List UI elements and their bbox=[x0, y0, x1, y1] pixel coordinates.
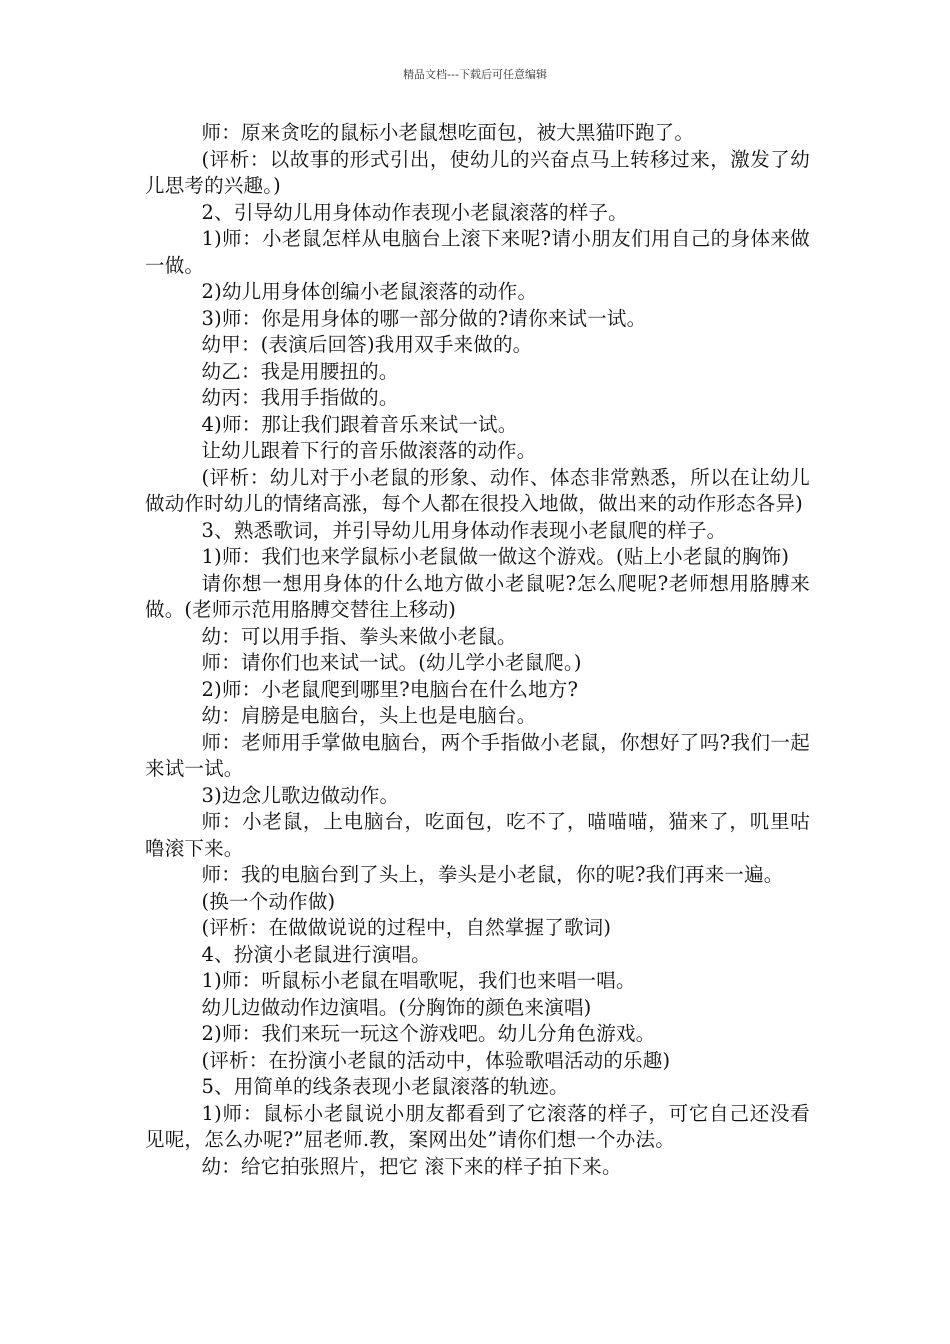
paragraph: 2)师：小老鼠爬到哪里?电脑台在什么地方? bbox=[201, 677, 579, 701]
paragraph: 请你想一想用身体的什么地方做小老鼠呢?怎么爬呢?老师想用胳膊来做。(老师示范用胳膊交替往上移动) bbox=[145, 571, 810, 621]
paragraph: 4)师：那让我们跟着音乐来试一试。 bbox=[201, 412, 518, 436]
paragraph: 师：原来贪吃的鼠标小老鼠想吃面包，被大黑猫吓跑了。 bbox=[201, 121, 695, 144]
paragraph: 让幼儿跟着下行的音乐做滚落的动作。 bbox=[201, 439, 537, 462]
paragraph: 1)师：小老鼠怎样从电脑台上滚下来呢?请小朋友们用自己的身体来做一做。 bbox=[145, 227, 810, 277]
paragraph: 师：请你们也来试一试。(幼儿学小老鼠爬。) bbox=[201, 651, 582, 674]
paragraph: 1)师：我们也来学鼠标小老鼠做一做这个游戏。(贴上小老鼠的胸饰) bbox=[201, 545, 790, 568]
paragraph: (评析：幼儿对于小老鼠的形象、动作、体态非常熟悉，所以在让幼儿做动作时幼儿的情绪高涨，每个人都在很投入地做，做出来的动作形态各异) bbox=[145, 465, 810, 515]
paragraph: 5、用简单的线条表现小老鼠滚落的轨迹。 bbox=[201, 1075, 569, 1098]
paragraph: 2)幼儿用身体创编小老鼠滚落的动作。 bbox=[201, 280, 538, 303]
paragraph: 3、熟悉歌词，并引导幼儿用身体动作表现小老鼠爬的样子。 bbox=[201, 518, 727, 542]
paragraph: 2)师：我们来玩一玩这个游戏吧。幼儿分角色游戏。 bbox=[201, 1022, 656, 1045]
paragraph: 1)师：鼠标小老鼠说小朋友都看到了它滚落的样子，可它自己还没看见呢，怎么办呢?”屈老师.教，案网出处”请你们想一个办法。 bbox=[145, 1101, 810, 1151]
paragraph: 幼儿边做动作边演唱。(分胸饰的颜色来演唱) bbox=[201, 995, 592, 1019]
paragraph: 2、引导幼儿用身体动作表现小老鼠滚落的样子。 bbox=[201, 200, 628, 224]
paragraph: (换一个动作做) bbox=[201, 889, 336, 913]
paragraph: 师：小老鼠，上电脑台，吃面包，吃不了，喵喵喵，猫来了，叽里咕噜滚下来。 bbox=[145, 810, 810, 860]
paragraph: 3)师：你是用身体的哪一部分做的?请你来试一试。 bbox=[201, 306, 647, 330]
page-header: 精品文档---下载后可任意编辑 bbox=[403, 68, 547, 81]
paragraph: (评析：在做做说说的过程中，自然掌握了歌词) bbox=[201, 916, 612, 939]
paragraph: 幼：给它拍张照片，把它 滚下来的样子拍下来。 bbox=[201, 1154, 622, 1178]
document-body bbox=[145, 120, 810, 1180]
paragraph: 师：老师用手掌做电脑台，两个手指做小老鼠，你想好了吗?我们一起来试一试。 bbox=[145, 730, 810, 780]
paragraph: 1)师：听鼠标小老鼠在唱歌呢，我们也来唱一唱。 bbox=[201, 969, 636, 992]
paragraph: 幼甲：(表演后回答)我用双手来做的。 bbox=[201, 333, 533, 356]
paragraph: 幼：可以用手指、拳头来做小老鼠。 bbox=[201, 624, 517, 648]
paragraph: 3)边念儿歌边做动作。 bbox=[201, 783, 400, 807]
paragraph: 幼乙：我是用腰扭的。 bbox=[201, 359, 399, 383]
paragraph: 幼丙：我用手指做的。 bbox=[201, 386, 399, 409]
paragraph: 幼：肩膀是电脑台，头上也是电脑台。 bbox=[201, 704, 537, 727]
paragraph: 4、扮演小老鼠进行演唱。 bbox=[201, 942, 431, 966]
paragraph: 师：我的电脑台到了头上，拳头是小老鼠，你的呢?我们再来一遍。 bbox=[201, 863, 784, 886]
paragraph: (评析：以故事的形式引出，使幼儿的兴奋点马上转移过来，激发了幼儿思考的兴趣。) bbox=[145, 147, 810, 197]
paragraph: (评析：在扮演小老鼠的活动中，体验歌唱活动的乐趣) bbox=[201, 1048, 671, 1072]
